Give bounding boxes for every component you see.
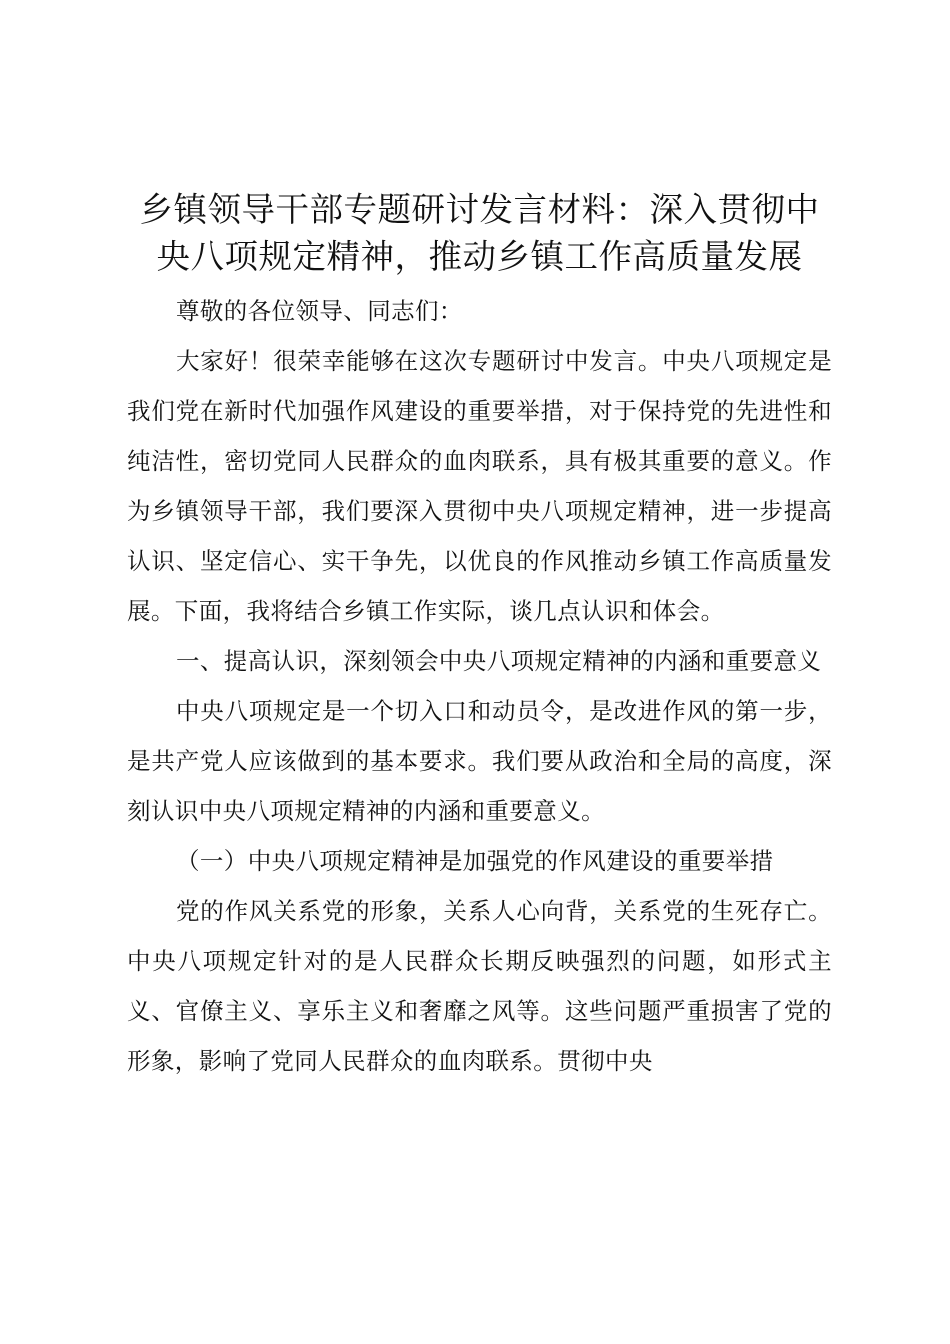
subsection-heading-1: （一）中央八项规定精神是加强党的作风建设的重要举措 xyxy=(176,847,774,875)
document-page xyxy=(127,186,832,1086)
document-title: 乡镇领导干部专题研讨发言材料：深入贯彻中央八项规定精神，推动乡镇工作高质量发展 xyxy=(139,190,820,276)
paragraph-intro: 大家好！很荣幸能够在这次专题研讨中发言。中央八项规定是我们党在新时代加强作风建设的重要举措，对于保持党的先进性和纯洁性，密切党同人民群众的血肉联系，具有极其重要的意义。作为乡镇领导干部，我们要深入贯彻中央八项规定精神，进一步提高认识、坚定信心、实干争先，以优良的作风推动乡镇工作高质量发展。下面，我将结合乡镇工作实际，谈几点认识和体会。 xyxy=(127,347,832,625)
section-heading-1: 一、提高认识，深刻领会中央八项规定精神的内涵和重要意义 xyxy=(176,647,822,675)
paragraph-section-1: 中央八项规定是一个切入口和动员令，是改进作风的第一步，是共产党人应该做到的基本要求。我们要从政治和全局的高度，深刻认识中央八项规定精神的内涵和重要意义。 xyxy=(127,697,832,825)
greeting: 尊敬的各位领导、同志们： xyxy=(176,297,463,325)
paragraph-subsection-1: 党的作风关系党的形象，关系人心向背，关系党的生死存亡。中央八项规定针对的是人民群众长期反映强烈的问题，如形式主义、官僚主义、享乐主义和奢靡之风等。这些问题严重损害了党的形象，影响了党同人民群众的血肉联系。贯彻中央 xyxy=(127,897,832,1075)
